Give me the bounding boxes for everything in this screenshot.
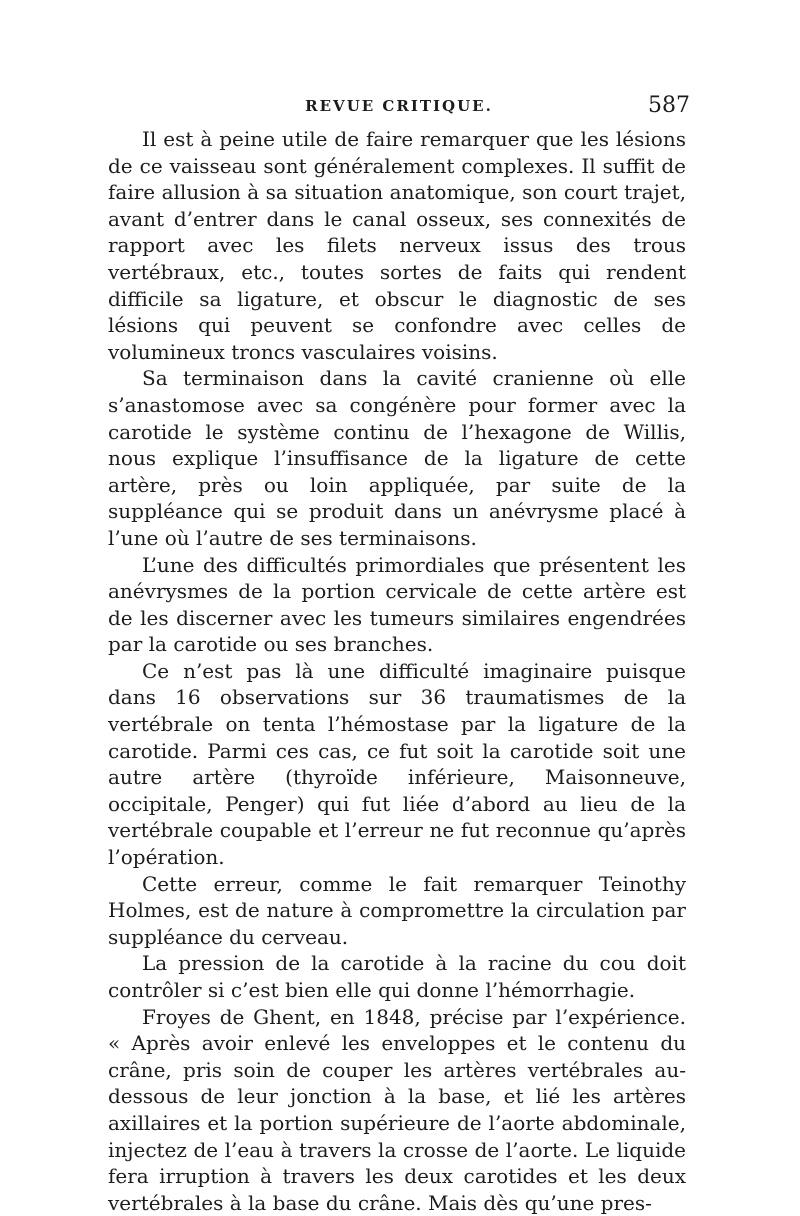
running-head: REVUE CRITIQUE. — [305, 97, 493, 115]
page-header — [108, 93, 690, 123]
paragraph: Il est à peine utile de faire remarquer que les lésions de ce vaisseau sont généralement complexes. Il suffit de faire allusion à sa situation anatomique, son court trajet, avant d’entrer dans le canal osseux, ses connexités de rapport avec les filets nerveux issus des trous vertébraux, etc., toutes sortes de faits qui rendent difficile sa ligature, et obscur le diagnostic de ses lésions qui peuvent se confondre avec celles de volumineux troncs vasculaires voisins. — [108, 127, 686, 364]
page-number: 587 — [648, 93, 690, 118]
body-text — [108, 126, 686, 1216]
paragraph: L’une des difficultés primordiales que présentent les anévrysmes de la portion cervicale de cette artère est de les discerner avec les tumeurs similaires engendrées par la carotide ou ses branches. — [108, 552, 686, 657]
paragraph: La pression de la carotide à la racine du cou doit contrôler si c’est bien elle qui donne l’hémorrhagie. — [108, 951, 686, 1002]
paragraph: Sa terminaison dans la cavité cranienne où elle s’anastomose avec sa congénère pour former avec la carotide le système continu de l’hexagone de Willis, nous explique l’insuffisance de la ligature de cette artère, près ou loin appliquée, par suite de la suppléance qui se produit dans un anévrysme placé à l’une où l’autre de ses terminaisons. — [108, 366, 686, 550]
paragraph: Froyes de Ghent, en 1848, précise par l’expérience. « Après avoir enlevé les enveloppes et le contenu du crâne, pris soin de couper les artères vertébrales au-dessous de leur jonction à la base, et lié les artères axillaires et la portion supérieure de l’aorte abdominale, injectez de l’eau à travers la crosse de l’aorte. Le liquide fera irruption à travers les deux carotides et les deux vertébrales à la base du crâne. Mais dès qu’une pres- — [108, 1004, 686, 1215]
paragraph: Ce n’est pas là une difficulté imaginaire puisque dans 16 observations sur 36 traumatismes de la vertébrale on tenta l’hémostase par la ligature de la carotide. Parmi ces cas, ce fut soit la carotide soit une autre artère (thyroïde inférieure, Maisonneuve, occipitale, Penger) qui fut liée d’abord au lieu de la vertébrale coupable et l’erreur ne fut reconnue qu’après l’opération. — [108, 658, 686, 870]
paragraph: Cette erreur, comme le fait remarquer Teinothy Holmes, est de nature à compromettre la circulation par suppléance du cerveau. — [108, 871, 686, 949]
